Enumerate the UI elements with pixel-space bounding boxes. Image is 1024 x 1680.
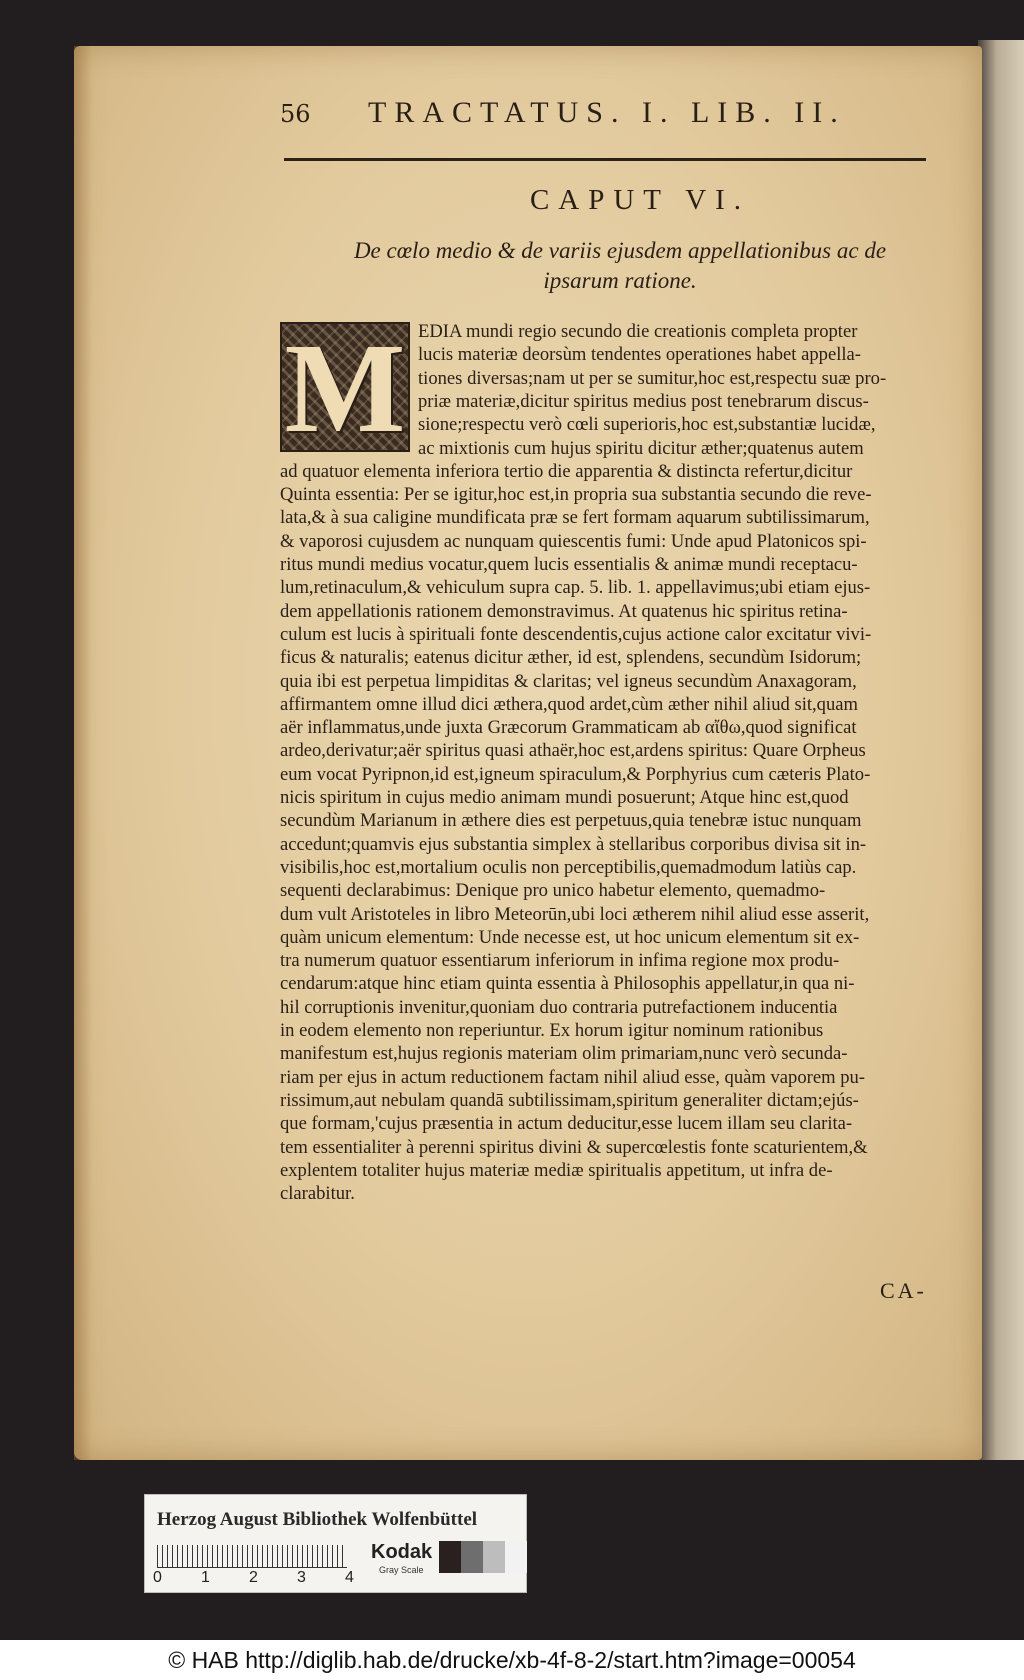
running-title: TRACTATUS. I. LIB. II.	[368, 96, 846, 129]
ruler-number: 3	[297, 1569, 306, 1586]
text-line: hil corruptionis invenitur,quoniam duo contraria putrefactionem inducentia	[280, 996, 838, 1018]
text-line: ac mixtionis cum hujus spiritu dicitur æther;quatenus autem	[418, 437, 864, 459]
ruler-numbers	[153, 1569, 353, 1587]
text-line: cendarum:atque hinc etiam quinta essentia à Philosophis appellatur,in qua ni-	[280, 973, 855, 995]
ruler-number: 2	[249, 1569, 258, 1586]
text-line: lata,& à sua caligine mundificata præ se fert formam aquarum subtilissimarum,	[280, 507, 870, 529]
gray-swatch	[505, 1541, 527, 1573]
gray-swatch	[439, 1541, 461, 1573]
text-line: dem appellationis rationem demonstravimus. At quatenus hic spiritus retina-	[280, 600, 848, 622]
gray-swatch	[483, 1541, 505, 1573]
gray-swatch	[461, 1541, 483, 1573]
text-line: ardeo,derivatur;aër spiritus quasi athaër,hoc est,ardens spiritus: Quare Orpheus	[280, 740, 866, 762]
text-line: tiones diversas;nam ut per se sumitur,hoc est,respectu suæ pro-	[418, 367, 887, 389]
ruler-number: 0	[153, 1569, 162, 1586]
text-line: tra numerum quatuor essentiarum inferiorum in infima regione mox produ-	[280, 950, 840, 972]
text-line: EDIA mundi regio secundo die creationis completa propter	[418, 321, 858, 342]
initial-letter: M	[284, 317, 406, 459]
chapter-title: CAPUT VI.	[529, 184, 751, 216]
gray-scale-label: Gray Scale	[379, 1565, 424, 1575]
catchword: CA-	[880, 1278, 927, 1303]
header-rule	[284, 158, 926, 161]
text-line: ritus mundi medius vocatur,quem lucis essentialis & animæ mundi receptacu-	[280, 554, 858, 575]
text-line: priæ materiæ,dicitur spiritus medius post tenebrarum discus-	[418, 390, 869, 412]
text-line: sione;respectu verò cœli superioris,hoc est,substantiæ lucidæ,	[418, 414, 876, 436]
subtitle-line: ipsarum ratione.	[543, 268, 697, 293]
text-line: lucis materiæ deorsùm tendentes operationes habet appella-	[418, 344, 861, 366]
ruler-number: 1	[201, 1569, 210, 1586]
footer-credit: © HAB http://diglib.hab.de/drucke/xb-4f-8-2/start.htm?image=00054	[0, 1640, 1024, 1680]
text-line: manifestum est,hujus regionis materiam olim primariam,nunc verò secunda-	[280, 1043, 848, 1065]
text-line: affirmantem omne illud dici æthera,quod ardet,cùm æther nihil aliud sit,quam	[280, 693, 858, 715]
chapter-subtitle	[300, 236, 940, 296]
subtitle-line: De cœlo medio & de variis ejusdem appellationibus ac de	[353, 238, 887, 263]
text-line: ad quatuor elementa inferiora tertio die apparentia & distincta refertur,dicitur	[280, 460, 853, 482]
text-line: quia ibi est perpetua limpiditas & claritas; vel igneus secundùm Anaxagoram,	[280, 670, 857, 692]
text-line: riam per ejus in actum reductionem factam nihil aliud esse, quàm vaporem pu-	[280, 1066, 865, 1088]
text-line: accedunt;quamvis ejus substantia simplex à stellaribus corporibus divisa sit in-	[280, 833, 867, 855]
text-line: visibilis,hoc est,mortalium oculis non perceptibilis,quemadmodum latiùs cap.	[280, 856, 857, 878]
facing-page-edge	[978, 40, 1024, 1460]
text-line: aër inflammatus,unde juxta Græcorum Grammaticam ab αἴθω,quod significat	[280, 717, 857, 739]
kodak-brand: Kodak	[371, 1541, 433, 1563]
text-line: nicis spiritum in cujus medio animam mundi posuerunt; Atque hinc est,quod	[280, 787, 849, 808]
text-line: sequenti declarabimus: Denique pro unico habetur elemento, quemadmo-	[280, 880, 826, 902]
text-line: tem essentialiter à perenni spiritus divini & supercœlestis fonte scaturientem,&	[280, 1136, 868, 1158]
text-line: que formam,'cujus præsentia in actum deducitur,esse lucem illam seu clarita-	[280, 1113, 853, 1135]
text-line: eum vocat Pyripnon,id est,igneum spiraculum,& Porphyrius cum cæteris Plato-	[280, 763, 871, 785]
running-header	[280, 96, 930, 136]
card-title: Herzog August Bibliothek Wolfenbüttel	[157, 1509, 478, 1530]
text-line: clarabitur.	[280, 1183, 355, 1205]
text-line: in eodem elemento non reperiuntur. Ex horum igitur nominum rationibus	[280, 1020, 824, 1041]
text-line: & vaporosi cujusdem ac nunquam quiescentis fumi: Unde apud Platonicos spi-	[280, 530, 867, 552]
text-line: Quinta essentia: Per se igitur,hoc est,in propria sua substantia secundo die reve-	[280, 484, 872, 506]
text-line: rissimum,aut nebulam quandā subtilissimam,spiritum generaliter dictam;ejús-	[280, 1089, 859, 1111]
text-line: explentem totaliter hujus materiæ mediæ spiritualis appetitum, ut infra de-	[280, 1159, 833, 1181]
text-line: ficus & naturalis; eatenus dicitur æther, id est, splendens, secundùm Isidorum;	[280, 647, 862, 669]
text-line: dum vult Aristoteles in libro Meteorūn,ubi loci ætherem nihil aliud esse asserit,	[280, 903, 870, 925]
scale-ruler	[157, 1545, 347, 1568]
text-line: secundùm Marianum in æthere dies est perpetuus,quia tenebræ istuc nunquam	[280, 810, 862, 832]
color-reference-card	[144, 1494, 527, 1593]
text-line: quàm unicum elementum: Unde necesse est, ut hoc unicum elementum sit ex-	[280, 926, 860, 948]
decorated-initial	[280, 317, 410, 459]
text-line: culum est lucis à spirituali fonte descendentis,cujus actione calor excitatur vivi-	[280, 623, 872, 645]
page-number: 56	[280, 100, 311, 128]
ruler-number: 4	[345, 1569, 354, 1586]
text-line: lum,retinaculum,& vehiculum supra cap. 5. lib. 1. appellavimus;ubi etiam ejus-	[280, 577, 871, 599]
